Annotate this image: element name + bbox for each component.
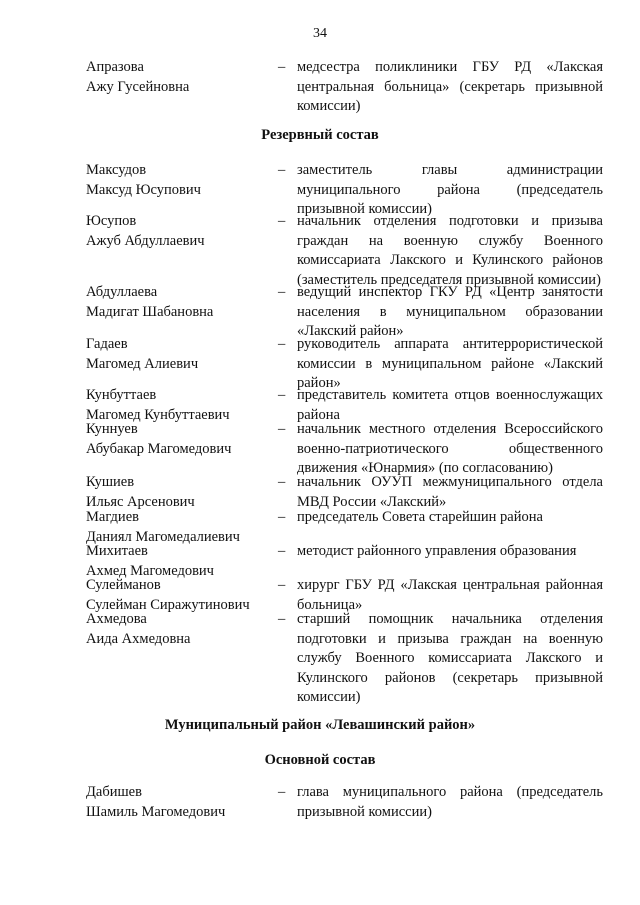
member-role: методист районного управления образования (297, 543, 577, 559)
member-given-names: Шамиль Магомедович (86, 803, 226, 820)
member-surname: Гадаев (86, 336, 128, 352)
member-surname: Михитаев (86, 543, 148, 559)
dash: – (278, 421, 286, 437)
page-number: 34 (313, 26, 327, 41)
member-given-names: Абубакар Магомедович (86, 440, 232, 457)
member-name (86, 420, 276, 459)
dash: – (278, 284, 286, 300)
member-role: старший помощник начальника отделения подготовки и призыва граждан на военную службу Военного комиссариата Лакского и Кулинского районов (секретарь призывной комиссии) (297, 611, 603, 705)
member-role: начальник ОУУП межмуниципального отдела МВД России «Лакский» (297, 474, 603, 510)
member-role: председатель Совета старейшин района (297, 509, 543, 525)
district-heading: Муниципальный район «Левашинский район» (164, 717, 476, 733)
member-given-names: Даниял Магомедалиевич (86, 528, 240, 545)
member-given-names: Магомед Алиевич (86, 355, 199, 372)
member-name (86, 473, 276, 512)
member-name (86, 58, 276, 97)
member-name (86, 212, 276, 251)
member-surname: Апразова (86, 59, 144, 75)
member-surname: Ахмедова (86, 611, 147, 627)
dash: – (278, 336, 286, 352)
member-surname: Максудов (86, 162, 147, 178)
member-role: медсестра поликлиники ГБУ РД «Лакская центральная больница» (секретарь призывной комиссии) (297, 59, 603, 114)
member-role: руководитель аппарата антитеррористической комиссии в муниципальном районе «Лакский район» (297, 336, 603, 391)
member-surname: Сулейманов (86, 577, 161, 593)
dash: – (278, 611, 286, 627)
member-given-names: Ажу Гусейновна (86, 78, 190, 95)
member-surname: Кунбуттаев (86, 387, 157, 403)
member-given-names: Максуд Юсупович (86, 181, 201, 198)
member-surname: Абдуллаева (86, 284, 158, 300)
dash: – (278, 509, 286, 525)
member-role: ведущий инспектор ГКУ РД «Центр занятости населения в муниципальном образовании «Лакский район» (297, 284, 603, 339)
member-surname: Юсупов (86, 213, 137, 229)
member-role: хирург ГБУ РД «Лакская центральная районная больница» (297, 577, 603, 613)
member-given-names: Сулейман Сиражутинович (86, 596, 250, 613)
member-surname: Магдиев (86, 509, 139, 525)
member-name (86, 610, 276, 649)
dash: – (278, 784, 286, 800)
section-heading-main: Основной состав (264, 752, 376, 768)
member-surname: Куннуев (86, 421, 138, 437)
dash: – (278, 59, 286, 75)
section-heading-reserve: Резервный состав (261, 127, 379, 143)
member-given-names: Магомед Кунбуттаевич (86, 406, 230, 423)
member-given-names: Мадигат Шабановна (86, 303, 214, 320)
member-role: начальник местного отделения Всероссийского военно-патриотического общественного движения «Юнармия» (по согласованию) (297, 421, 603, 476)
member-given-names: Аида Ахмедовна (86, 630, 191, 647)
dash: – (278, 213, 286, 229)
member-surname: Кушиев (86, 474, 135, 490)
member-role: заместитель главы администрации муниципального района (председатель призывной комиссии) (297, 162, 603, 217)
dash: – (278, 474, 286, 490)
dash: – (278, 543, 286, 559)
member-surname: Дабишев (86, 784, 142, 800)
member-name (86, 161, 276, 200)
member-given-names: Ильяс Арсенович (86, 493, 195, 510)
member-given-names: Ахмед Магомедович (86, 562, 214, 579)
member-role: начальник отделения подготовки и призыва граждан на военную службу Военного комиссариата Лакского и Кулинского районов (заместитель председателя призывной комиссии) (297, 213, 603, 288)
member-role: представитель комитета отцов военнослужащих района (297, 387, 603, 423)
dash: – (278, 577, 286, 593)
member-given-names: Ажуб Абдуллаевич (86, 232, 205, 249)
dash: – (278, 387, 286, 403)
member-name (86, 783, 276, 822)
member-name (86, 335, 276, 374)
member-name (86, 283, 276, 322)
member-role: глава муниципального района (председатель призывной комиссии) (297, 784, 603, 820)
dash: – (278, 162, 286, 178)
